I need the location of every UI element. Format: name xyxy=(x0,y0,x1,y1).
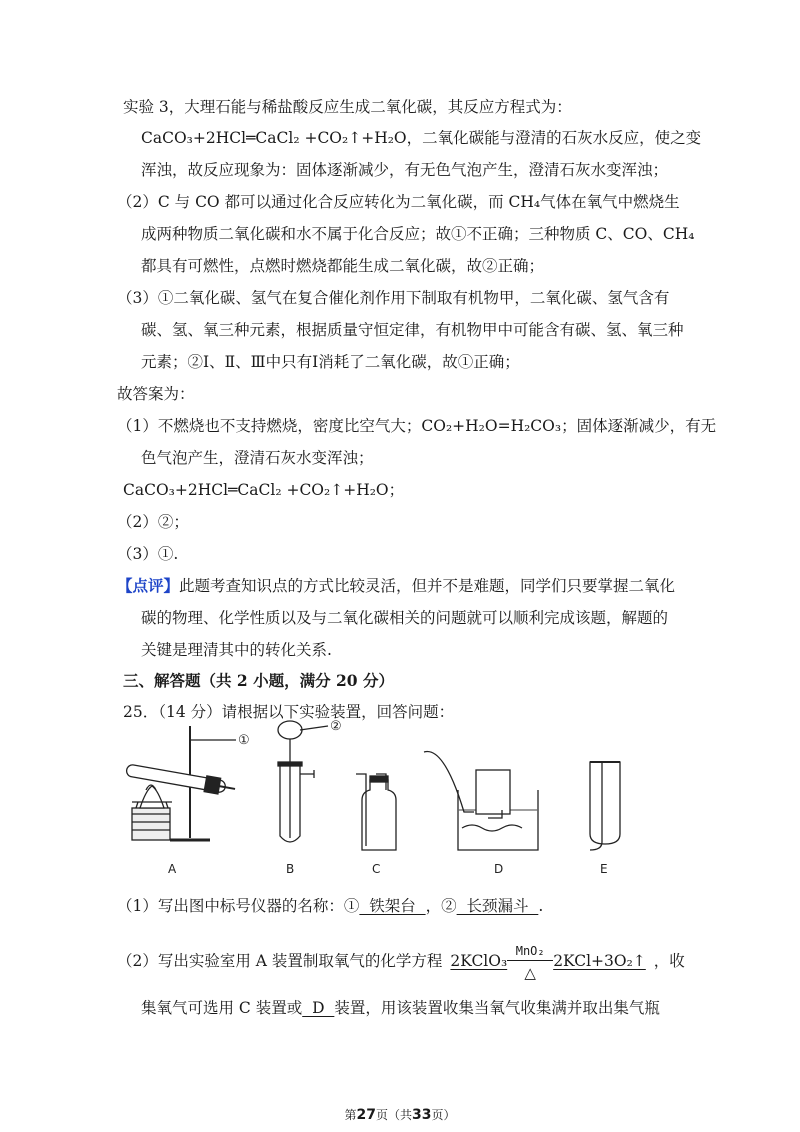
footer-mid: 页（共 xyxy=(375,1108,412,1122)
text-line xyxy=(117,415,716,437)
callout-1: ① xyxy=(238,733,250,748)
text-line: 色气泡产生，澄清石灰水变浑浊； xyxy=(141,449,374,467)
text-line: 关键是理清其中的转化关系. xyxy=(141,641,332,659)
text-line: （2）C 与 CO 都可以通过化合反应转化为二氧化碳，而 CH₄气体在氧气中燃烧生 xyxy=(117,193,680,211)
text-span: 此题考查知识点的方式比较灵活，但并不是难题，同学们只要掌握二氧化 xyxy=(179,577,676,595)
text-span: （1）写出图中标号仪器的名称：① xyxy=(117,897,360,915)
reaction-bar xyxy=(507,960,553,961)
apparatus-b xyxy=(278,721,328,842)
text-line: 都具有可燃性，点燃时燃烧都能生成二氧化碳，故②正确； xyxy=(141,257,545,275)
apparatus-a xyxy=(125,726,236,840)
text-line: 故答案为： xyxy=(117,385,195,403)
answer-2: 长颈漏斗 xyxy=(456,897,539,915)
text-line: （3）①. xyxy=(117,545,179,563)
text-line xyxy=(141,127,701,149)
answer-3: D xyxy=(302,999,335,1017)
question-title: 25．（14 分）请根据以下实验装置，回答问题： xyxy=(123,703,455,721)
answer-1: 铁架台 xyxy=(359,897,426,915)
text-span: ，收 xyxy=(653,952,685,970)
reaction-condition xyxy=(507,942,553,982)
equation-left: 2KClO₃ xyxy=(450,952,508,970)
text-span: . xyxy=(538,897,544,915)
section-heading: 三、解答题（共 2 小题，满分 20 分） xyxy=(123,671,394,690)
text-span: （2）写出实验室用 A 装置制取氧气的化学方程 xyxy=(117,952,443,970)
equation-caco3-final: CaCO₃+2HCl═CaCl₂ +CO₂↑+H₂O； xyxy=(123,481,405,499)
text-span: 装置，用该装置收集当氧气收集满并取出集气瓶 xyxy=(334,999,660,1017)
text-span: ，二氧化碳能与澄清的石灰水反应，使之变 xyxy=(406,129,702,147)
text-span: ，② xyxy=(425,897,457,915)
label-e: E xyxy=(600,862,608,876)
text-line: （3）①二氧化碳、氢气在复合催化剂作用下制取有机物甲，二氧化碳、氢气含有 xyxy=(117,289,670,307)
text-line: 碳、氢、氧三种元素，根据质量守恒定律，有机物甲中可能含有碳、氢、氧三种 xyxy=(141,321,684,339)
text-line: 浑浊，故反应现象为：固体逐渐减少，有无色气泡产生，澄清石灰水变浑浊； xyxy=(141,161,669,179)
text-line: 实验 3，大理石能与稀盐酸反应生成二氧化碳，其反应方程式为： xyxy=(123,98,572,116)
label-d: D xyxy=(494,862,504,876)
text-span: 集氧气可选用 C 装置或 xyxy=(141,999,303,1017)
equation-right: 2KCl+3O₂↑ xyxy=(553,952,646,970)
comment-line xyxy=(117,575,675,597)
footer-pre: 第 xyxy=(344,1108,357,1122)
apparatus-c xyxy=(356,774,396,850)
apparatus-d xyxy=(424,752,538,851)
text-span: （1）不燃烧也不支持燃烧，密度比空气大； xyxy=(117,417,422,435)
label-c: C xyxy=(372,862,381,876)
footer-post: 页） xyxy=(431,1108,456,1122)
apparatus-e xyxy=(590,762,620,850)
text-line: 元素；②Ⅰ、Ⅱ、Ⅲ中只有Ⅰ消耗了二氧化碳，故①正确； xyxy=(141,353,520,371)
label-a: A xyxy=(168,862,177,876)
question-1 xyxy=(117,895,543,917)
page-total: 33 xyxy=(412,1107,432,1123)
heat-symbol: △ xyxy=(524,964,536,982)
question-3 xyxy=(141,997,660,1019)
text-line: （2）②； xyxy=(117,513,189,531)
equation-h2co3: CO₂+H₂O=H₂CO₃ xyxy=(421,417,562,435)
text-line: 成两种物质二氧化碳和水不属于化合反应；故①不正确；三种物质 C、CO、CH₄ xyxy=(141,225,695,243)
equation-caco3: CaCO₃+2HCl═CaCl₂ +CO₂↑+H₂O xyxy=(141,129,407,147)
comment-tag: 【点评】 xyxy=(117,576,180,595)
page-footer xyxy=(0,1106,800,1123)
catalyst-label: MnO₂ xyxy=(515,944,545,958)
question-2 xyxy=(117,942,685,982)
apparatus-figure xyxy=(118,718,678,878)
page-number: 27 xyxy=(356,1107,376,1123)
text-line: 碳的物理、化学性质以及与二氧化碳相关的问题就可以顺利完成该题，解题的 xyxy=(141,609,669,627)
text-span: ；固体逐渐减少，有无 xyxy=(561,417,717,435)
callout-2: ② xyxy=(330,719,342,734)
label-b: B xyxy=(286,862,295,876)
